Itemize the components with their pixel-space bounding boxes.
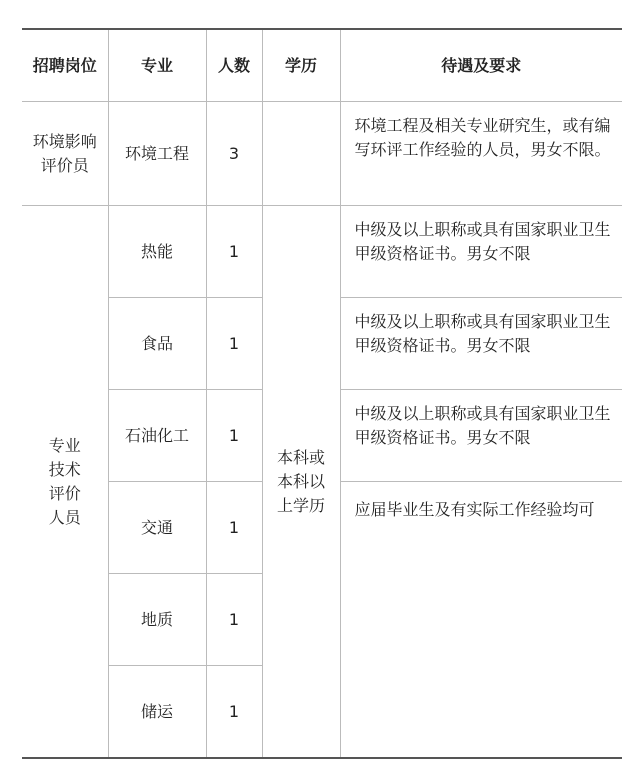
count-cell: 1 [206,666,262,759]
major-cell: 食品 [108,298,206,390]
header-position: 招聘岗位 [22,29,108,102]
position-cell [22,102,108,206]
count-cell: 1 [206,298,262,390]
major-cell: 环境工程 [108,102,206,206]
count-cell: 1 [206,574,262,666]
count-cell: 3 [206,102,262,206]
table-header-row [22,29,622,102]
header-requirement: 待遇及要求 [340,29,622,102]
position-cell [22,206,108,759]
count-cell: 1 [206,206,262,298]
header-count: 人数 [206,29,262,102]
education-text: 本科或本科以上学历 [276,447,325,515]
table-row [22,206,622,298]
major-cell: 地质 [108,574,206,666]
requirement-cell: 中级及以上职称或具有国家职业卫生甲级资格证书。男女不限 [340,390,622,482]
requirement-cell: 环境工程及相关专业研究生，或有编写环评工作经验的人员，男女不限。 [340,102,622,206]
position-text: 专业技术评价人员 [48,435,81,527]
major-cell: 储运 [108,666,206,759]
education-cell [262,206,340,759]
table-row [22,102,622,206]
count-cell: 1 [206,482,262,574]
header-education: 学历 [262,29,340,102]
major-cell: 热能 [108,206,206,298]
major-cell: 交通 [108,482,206,574]
position-text: 环境影响评价员 [32,131,97,175]
major-cell: 石油化工 [108,390,206,482]
education-cell [262,102,340,206]
requirement-cell: 应届毕业生及有实际工作经验均可 [340,482,622,759]
requirement-cell: 中级及以上职称或具有国家职业卫生甲级资格证书。男女不限 [340,206,622,298]
header-major: 专业 [108,29,206,102]
requirement-cell: 中级及以上职称或具有国家职业卫生甲级资格证书。男女不限 [340,298,622,390]
count-cell: 1 [206,390,262,482]
recruitment-table [22,28,622,759]
